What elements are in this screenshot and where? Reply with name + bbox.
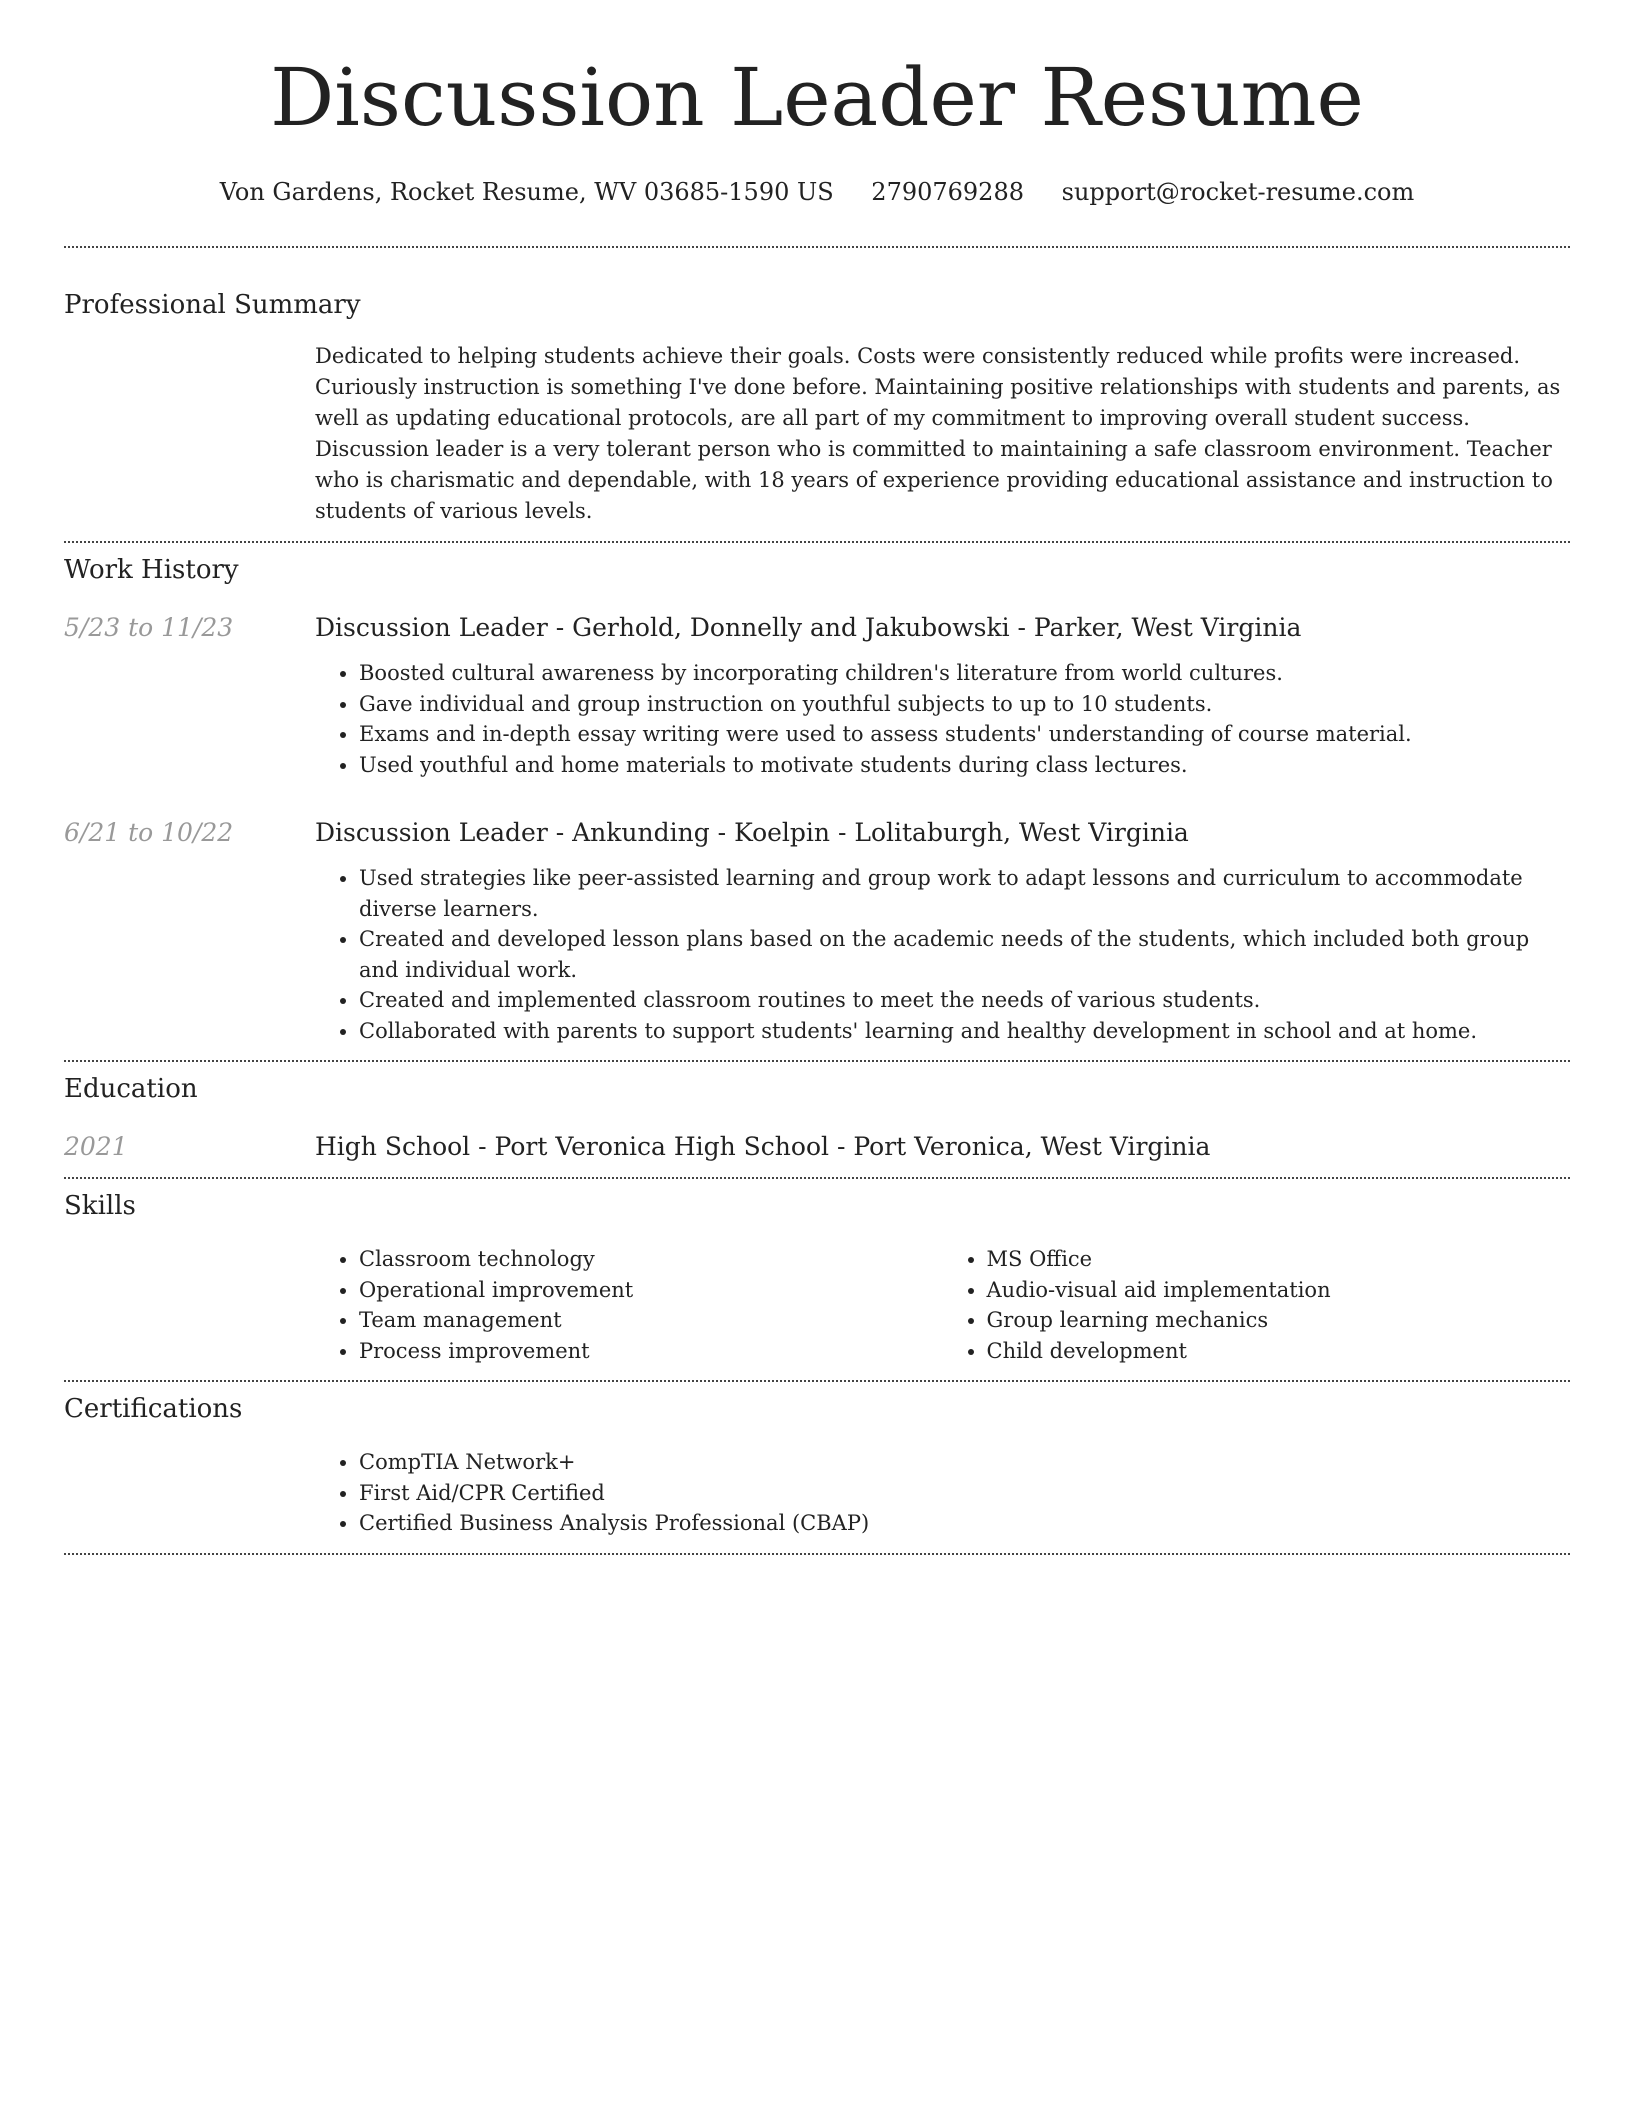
- list-item: • Classroom technology: [359, 1244, 943, 1275]
- section-divider: [64, 1553, 1570, 1555]
- list-item: • Exams and in-depth essay writing were used to assess students' understanding of course material.: [359, 719, 1570, 750]
- skills-list-left: [315, 1244, 943, 1366]
- job-entry: [64, 817, 1570, 1046]
- job-dates: 6/21 to 10/22: [64, 818, 234, 847]
- list-item: • Created and implemented classroom routines to meet the needs of various students.: [359, 985, 1570, 1016]
- job-bullets: [315, 658, 1570, 780]
- summary-text: Dedicated to helping students achieve their goals. Costs were consistently reduced while profits were increased. Curiously instruction is something I've done before. Maintaining positive relationships with students and parents, as well as updating educational protocols, are all part of my commitment to improving overall student success. Discussion leader is a very tolerant person who is committed to maintaining a safe classroom environment. Teacher who is charismatic and dependable, with 18 years of experience providing educational assistance and instruction to students of various levels.: [315, 344, 1561, 523]
- education-section: [64, 1062, 1570, 1163]
- list-item: • First Aid/CPR Certified: [359, 1478, 1570, 1509]
- list-item: • Group learning mechanics: [987, 1305, 1571, 1336]
- list-item: • Used strategies like peer-assisted learning and group work to adapt lessons and curriculum to accommodate diverse learners.: [359, 863, 1570, 924]
- job-title: Discussion Leader - Gerhold, Donnelly and Jakubowski - Parker, West Virginia: [315, 613, 1302, 642]
- list-item: • Process improvement: [359, 1336, 943, 1367]
- list-item: • Team management: [359, 1305, 943, 1336]
- job-entry: [64, 612, 1570, 780]
- education-title: High School - Port Veronica High School - Port Veronica, West Virginia: [315, 1132, 1211, 1161]
- education-heading: Education: [64, 1074, 198, 1104]
- work-history-section: [64, 543, 1570, 1046]
- list-item: • MS Office: [987, 1244, 1571, 1275]
- summary-section: [64, 248, 1570, 527]
- list-item: • Operational improvement: [359, 1275, 943, 1306]
- skills-section: [64, 1179, 1570, 1366]
- list-item: • Created and developed lesson plans based on the academic needs of the students, which included both group and individual work.: [359, 924, 1570, 985]
- education-year: 2021: [64, 1132, 128, 1161]
- job-bullets: [315, 863, 1570, 1046]
- resume-title: Discussion Leader Resume: [270, 51, 1364, 144]
- contact-line: [64, 176, 1570, 208]
- list-item: • Boosted cultural awareness by incorporating children's literature from world cultures.: [359, 658, 1570, 689]
- certifications-list: [315, 1447, 1570, 1539]
- list-item: • Used youthful and home materials to motivate students during class lectures.: [359, 750, 1570, 781]
- list-item: • Gave individual and group instruction on youthful subjects to up to 10 students.: [359, 689, 1570, 720]
- job-dates: 5/23 to 11/23: [64, 613, 234, 642]
- list-item: • Collaborated with parents to support students' learning and healthy development in school and at home.: [359, 1016, 1570, 1047]
- contact-phone: 2790769288: [871, 178, 1024, 206]
- list-item: • Child development: [987, 1336, 1571, 1367]
- work-history-heading: Work History: [64, 555, 239, 585]
- skills-heading: Skills: [64, 1191, 136, 1221]
- list-item: • Certified Business Analysis Professional (CBAP): [359, 1508, 1570, 1539]
- skills-list-right: [943, 1244, 1571, 1366]
- list-item: • Audio-visual aid implementation: [987, 1275, 1571, 1306]
- certifications-section: [64, 1382, 1570, 1539]
- list-item: • CompTIA Network+: [359, 1447, 1570, 1478]
- summary-heading: Professional Summary: [64, 290, 361, 320]
- resume-page: [64, 0, 1570, 1555]
- certifications-heading: Certifications: [64, 1394, 243, 1424]
- education-entry: [64, 1131, 1570, 1163]
- contact-address: Von Gardens, Rocket Resume, WV 03685-1590 US: [219, 178, 834, 206]
- contact-email: support@rocket-resume.com: [1061, 178, 1415, 206]
- job-title: Discussion Leader - Ankunding - Koelpin - Lolitaburgh, West Virginia: [315, 818, 1189, 847]
